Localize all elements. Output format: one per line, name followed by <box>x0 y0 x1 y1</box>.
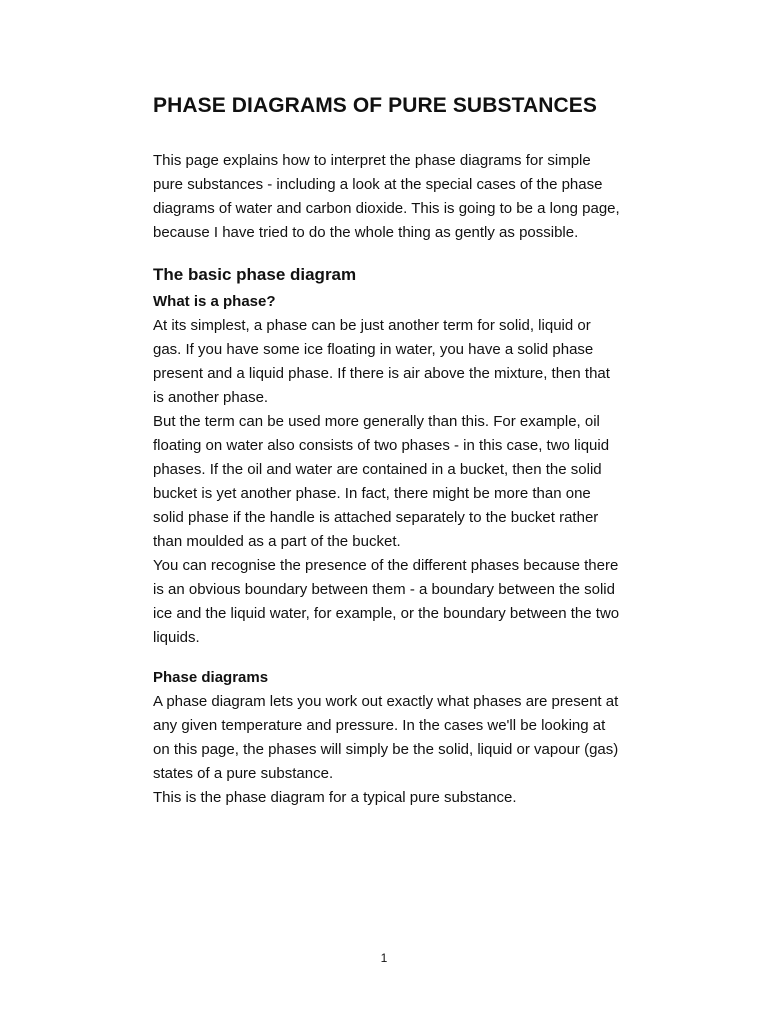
page-number: 1 <box>380 951 388 965</box>
page-title: PHASE DIAGRAMS OF PURE SUBSTANCES <box>153 94 597 117</box>
paragraph-phase-definition: At its simplest, a phase can be just another term for solid, liquid or gas. If you have some ice floating in water, you have a solid phase present and a liquid phase. If there is air above the mixture, then that is another phase. <box>153 317 610 406</box>
section-heading-basic-phase-diagram: The basic phase diagram <box>153 265 357 284</box>
paragraph-phase-general: But the term can be used more generally than this. For example, oil floating on water also consists of two phases - in this case, two liquid phases. If the oil and water are contained in a bucket, then the solid bucket is yet another phase. In fact, there might be more than one solid phase if the handle is attached separately to the bucket rather than moulded as a part of the bucket. <box>153 413 610 550</box>
document-page <box>153 88 623 810</box>
subheading-what-is-a-phase: What is a phase? <box>153 293 276 310</box>
paragraph-phase-diagram-definition: A phase diagram lets you work out exactly what phases are present at any given temperature and pressure. In the cases we'll be looking at on this page, the phases will simply be the solid, liquid or vapour (gas) states of a pure substance. <box>153 693 619 782</box>
paragraph-typical-substance: This is the phase diagram for a typical pure substance. <box>153 789 517 806</box>
subheading-phase-diagrams: Phase diagrams <box>153 669 269 686</box>
intro-paragraph: This page explains how to interpret the phase diagrams for simple pure substances - including a look at the special cases of the phase diagrams of water and carbon dioxide. This is going to be a long page, because I have tried to do the whole thing as gently as possible. <box>153 152 620 241</box>
paragraph-phase-boundary: You can recognise the presence of the different phases because there is an obvious boundary between them - a boundary between the solid ice and the liquid water, for example, or the boundary between the two liquids. <box>153 557 620 646</box>
